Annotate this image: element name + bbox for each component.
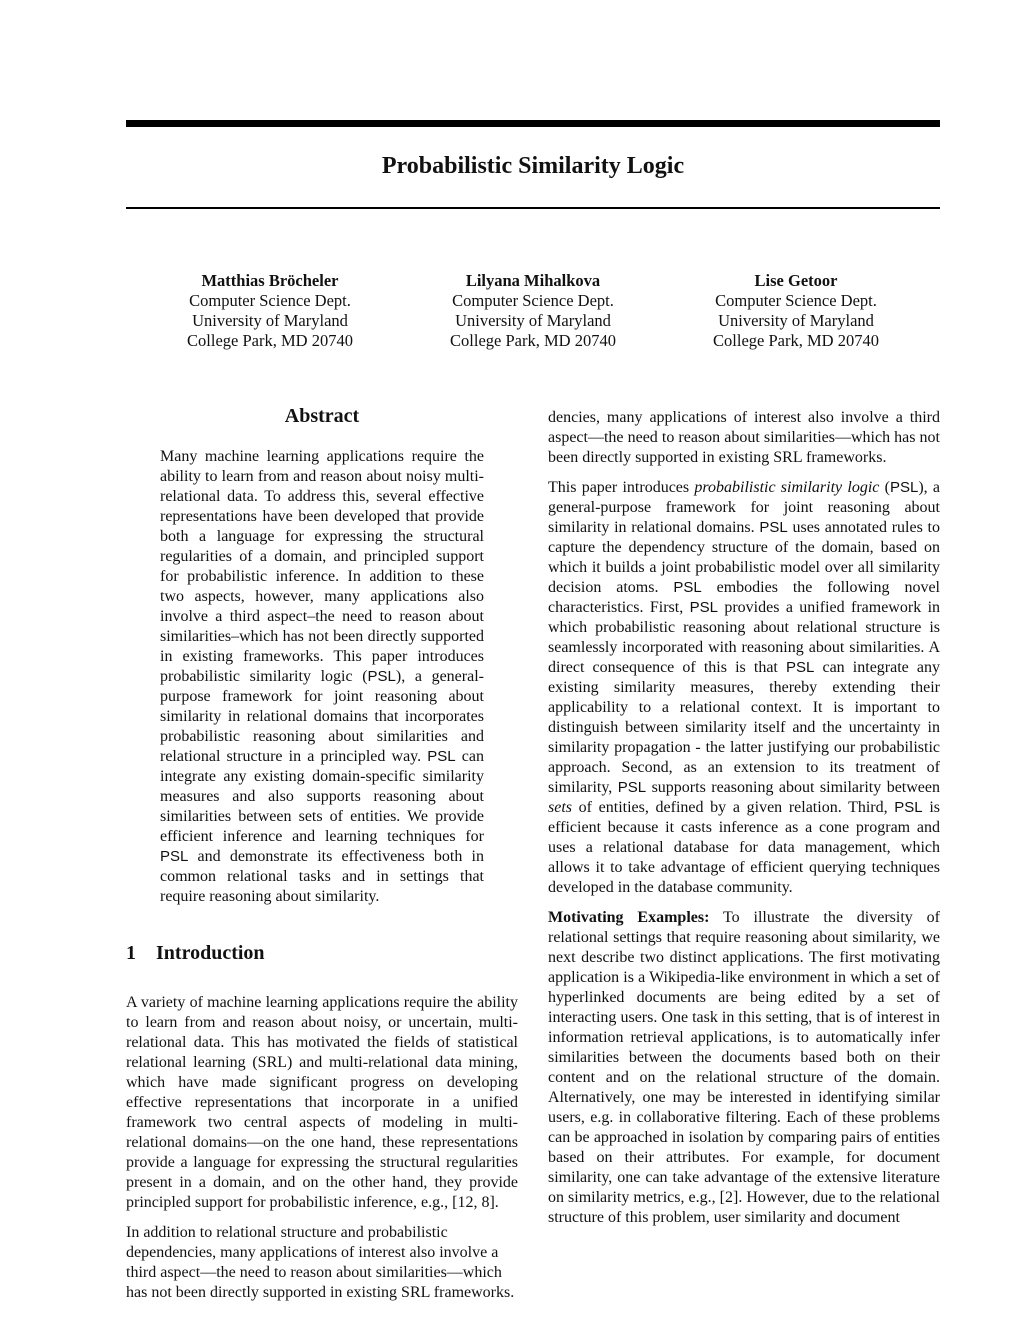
left-column (126, 403, 518, 1301)
psl-acronym: PSL (367, 668, 396, 685)
author-university: University of Maryland (192, 311, 348, 330)
author-dept: Computer Science Dept. (189, 291, 351, 310)
author-dept: Computer Science Dept. (715, 291, 877, 310)
section-title: Introduction (156, 942, 265, 964)
text-part: is efficient because it casts inference as a cone program and uses a relational database for data management, which allows it to take advantage of efficient querying techniques developed in the database community. (548, 799, 940, 896)
section-heading-introduction (126, 940, 518, 966)
abstract-text-part: ), a general-purpose framework for joint reasoning about similarity in relational domains that incorporates probabilistic reasoning about similarities and relational structure in a principled way. (160, 668, 484, 765)
paper-title: Probabilistic Similarity Logic (381, 153, 685, 179)
emphasized-term: probabilistic similarity logic (694, 479, 880, 496)
intro-paragraph-2-continued: dencies, many applications of interest also involve a third aspect—the need to reason about similarities—which has not been directly supported in existing SRL frameworks. (548, 409, 940, 466)
intro-paragraph-2: In addition to relational structure and probabilistic dependencies, many applications of interest also involve a third aspect—the need to reason about similarities—which has not been directly supported in existing SRL frameworks. (126, 1224, 515, 1301)
intro-paragraph-motivating-examples (548, 908, 940, 1228)
emphasized-term: sets (548, 799, 572, 816)
author-location: College Park, MD 20740 (450, 331, 616, 350)
text-part: embodies the following novel characteristics. First, (548, 579, 940, 616)
intro-paragraph-1: A variety of machine learning applications require the ability to learn from and reason about noisy, or uncertain, multi-relational data. This has motivated the fields of statistical relational learning (SRL) and multi-relational data mining, which have made significant progress on developing effective representations that incorporate in a unified framework two central aspects of modeling in multi-relational domains—on the one hand, these representations provide a language for expressing the structural regularities present in a domain, and on the other hand, they provide principled support for probabilistic inference, e.g., [12, 8]. (126, 994, 518, 1211)
psl-acronym: PSL (427, 748, 456, 765)
text-part: can integrate any existing similarity measures, thereby extending their applicability to a relational context. It is important to distinguish between similarity itself and the uncertainty in similarity propagation - the latter justifying our probabilistic approach. Second, as an extension to its treatment of similarity, (548, 659, 940, 796)
text-part: supports reasoning about similarity between (646, 779, 940, 796)
intro-paragraph-3 (548, 478, 940, 898)
author-1 (135, 271, 405, 351)
psl-acronym: PSL (889, 479, 919, 496)
psl-acronym: PSL (160, 848, 189, 865)
runin-heading: Motivating Examples: (548, 909, 710, 926)
text-part: of entities, defined by a given relation. Third, (572, 799, 895, 816)
text-part: To illustrate the diversity of relational settings that require reasoning about similarity, we next describe two distinct applications. The first motivating application is a Wikipedia-like environment in which a set of hyperlinked documents are being edited by a set of interacting users. One task in this setting, that is of interest in information retrieval applications, is to automatically infer similarities between the documents based both on their content and on the relational structure of the domain. Alternatively, one may be interested in identifying similar users, e.g. in collaborative filtering. Each of these problems can be approached in isolation by comparing pairs of entities based on their attributes. For example, for document similarity, one can take advantage of the extensive literature on similarity metrics, e.g., [2]. However, due to the relational structure of this problem, user similarity and document (548, 909, 941, 1226)
text-part: uses annotated rules to capture the dependency structure of the domain, based on which it builds a joint probabilistic model over all similarity decision atoms. (548, 519, 940, 596)
right-column (548, 408, 940, 1238)
author-2 (398, 271, 668, 351)
psl-acronym: PSL (759, 519, 788, 536)
abstract-text-part: and demonstrate its effectiveness both in common relational tasks and in settings that require reasoning about similarity. (160, 848, 484, 905)
abstract-text (160, 447, 484, 907)
psl-acronym: PSL (894, 799, 923, 816)
author-name: Matthias Bröcheler (201, 271, 339, 290)
abstract-text-part: Many machine learning applications require the ability to learn from and reason about noisy multi-relational data. To address this, several effective representations have been developed that provide both a language for expressing the structural regularities of a domain, and principled support for probabilistic inference. In addition to these two aspects, however, many applications also involve a third aspect–the need to reason about similarities–which has not been directly supported in existing frameworks. This paper introduces probabilistic similarity logic ( (160, 448, 484, 685)
text-part: This paper introduces (548, 479, 695, 496)
author-dept: Computer Science Dept. (452, 291, 614, 310)
text-part: provides a unified framework in which probabilistic reasoning about relational structure is seamlessly incorporated with reasoning about similarities. A direct consequence of this is that (548, 599, 941, 676)
abstract-heading: Abstract (284, 405, 360, 427)
author-name: Lise Getoor (754, 271, 838, 290)
author-name: Lilyana Mihalkova (465, 271, 601, 290)
author-university: University of Maryland (455, 311, 611, 330)
text-part: ( (879, 479, 890, 496)
psl-acronym: PSL (689, 599, 718, 616)
title-rule-bottom (126, 207, 940, 209)
psl-acronym: PSL (673, 579, 702, 596)
author-3 (661, 271, 931, 351)
text-part: ), a general-purpose framework for joint reasoning about similarity in relational domains. (548, 479, 941, 536)
psl-acronym: PSL (617, 779, 647, 796)
author-location: College Park, MD 20740 (187, 331, 353, 350)
author-university: University of Maryland (718, 311, 874, 330)
author-location: College Park, MD 20740 (713, 331, 879, 350)
title-rule-top (126, 120, 940, 127)
abstract-text-part: can integrate any existing domain-specific similarity measures and also supports reasoning about similarities between sets of entities. We provide efficient inference and learning techniques for (160, 748, 485, 845)
section-number: 1 (126, 942, 136, 964)
psl-acronym: PSL (786, 659, 815, 676)
